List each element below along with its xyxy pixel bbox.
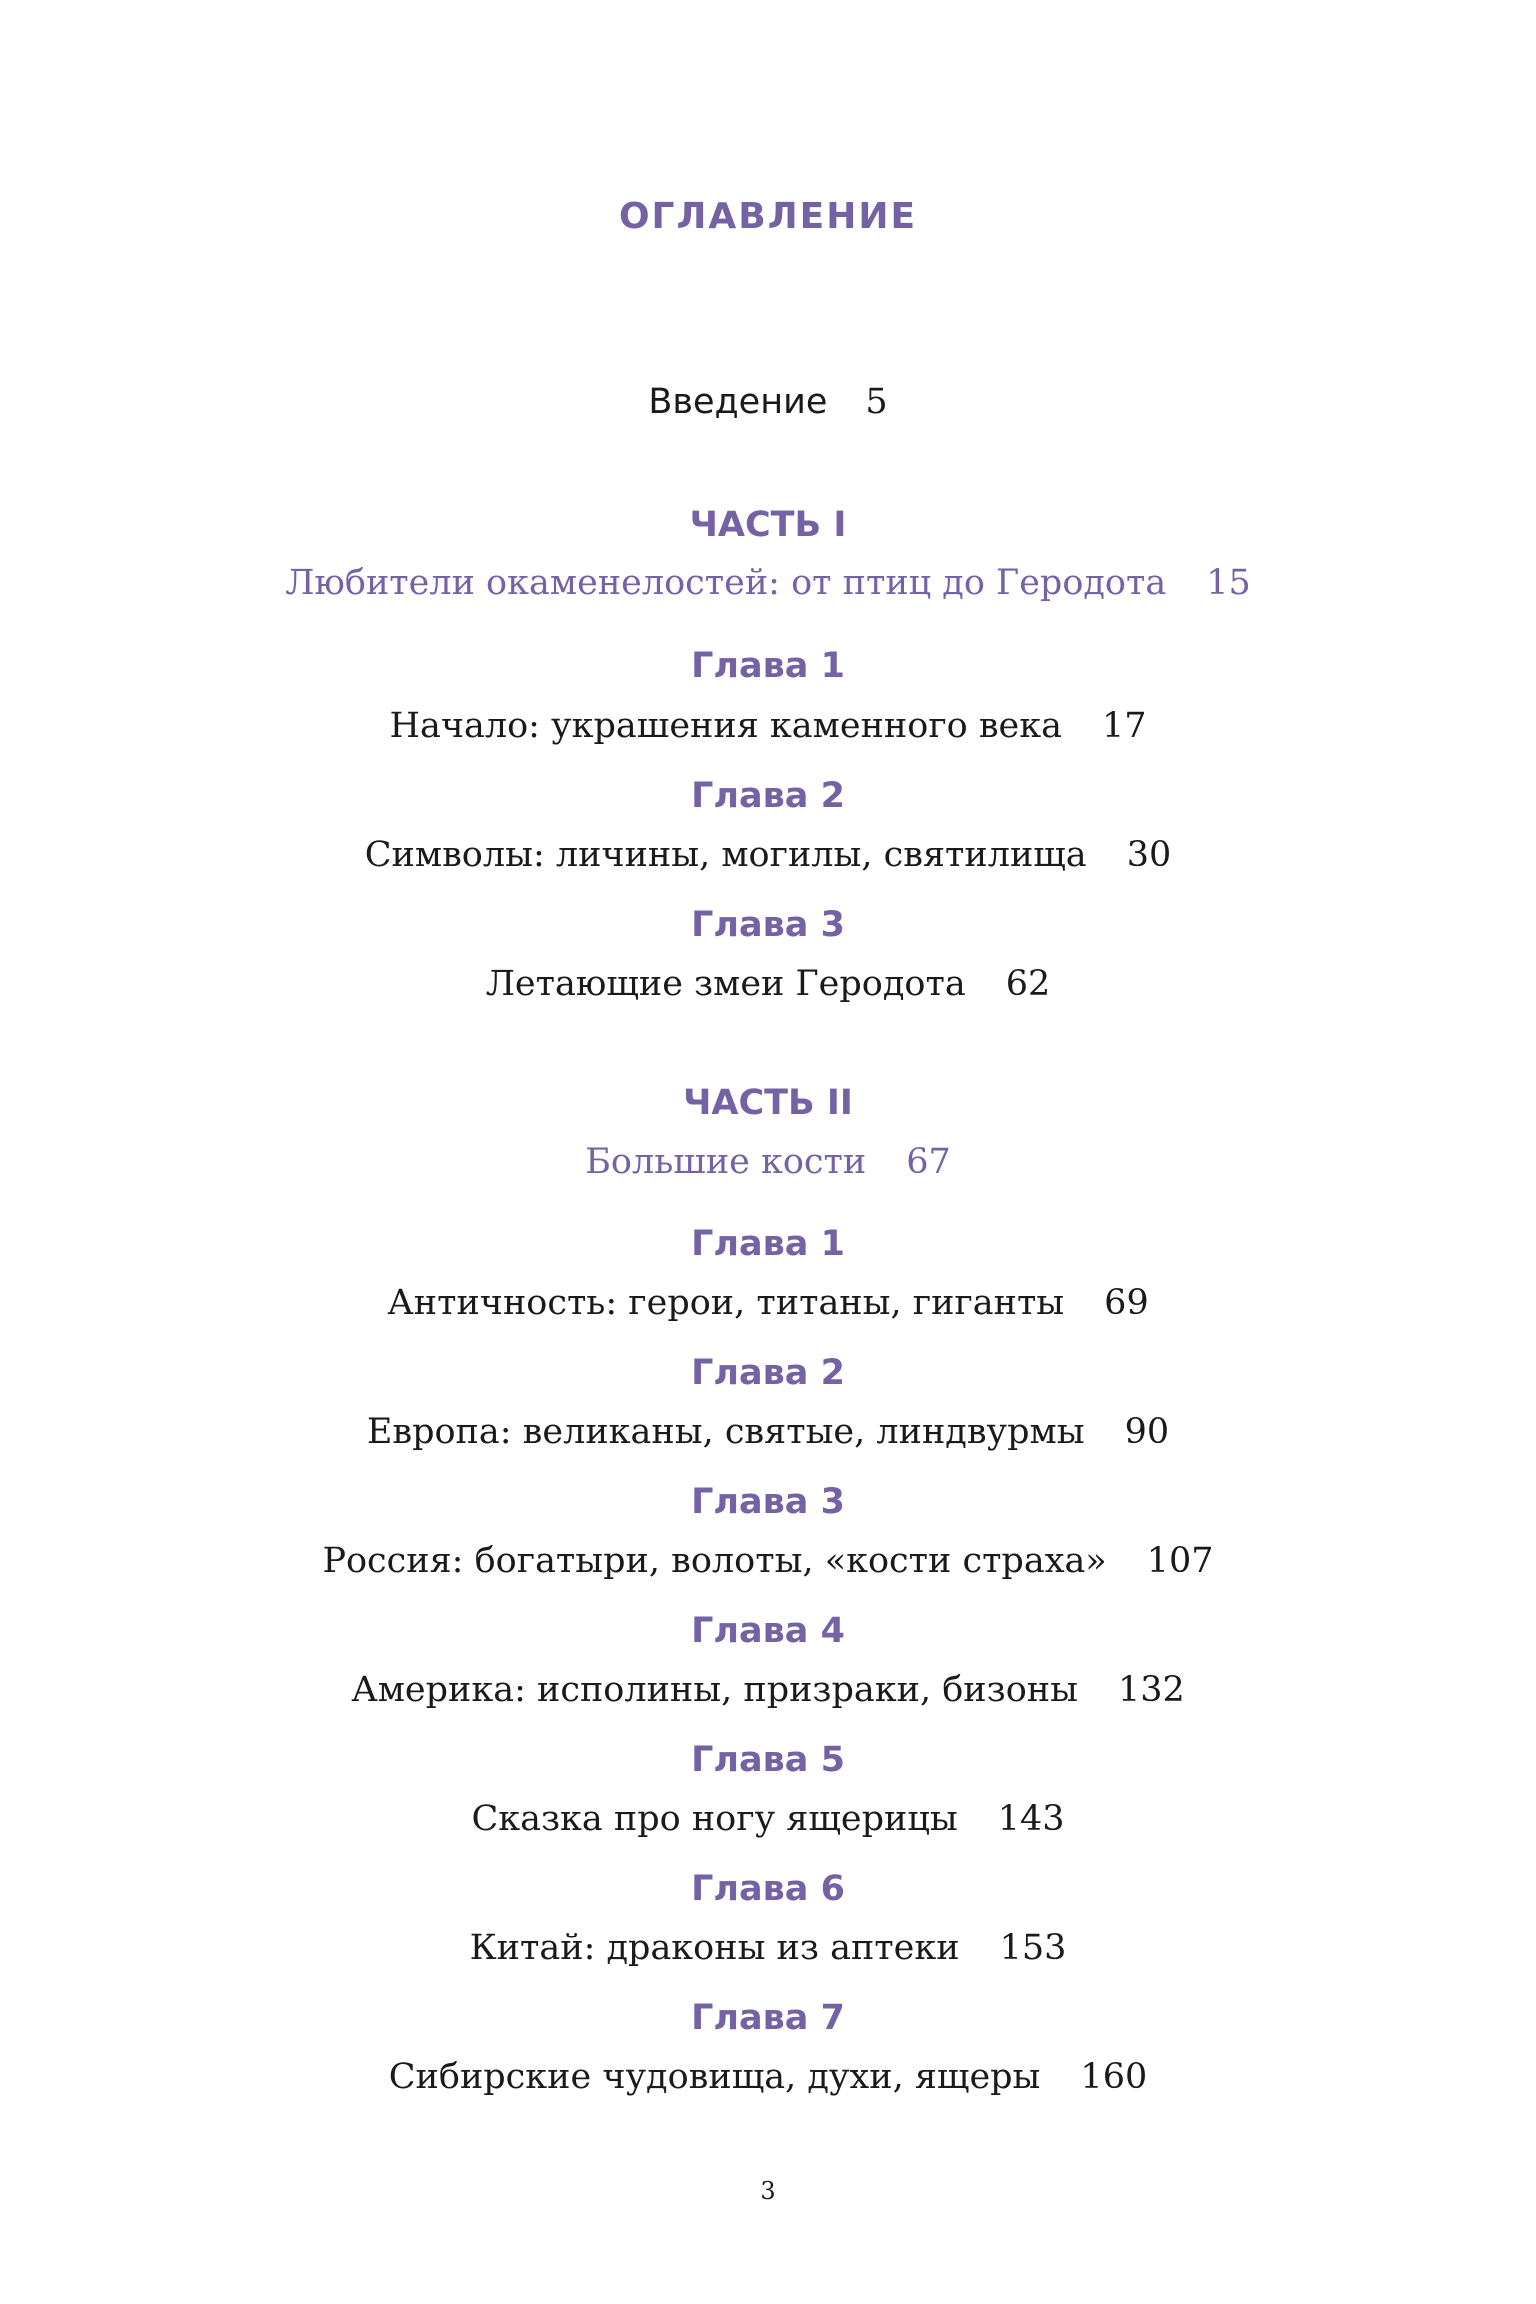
- entry-title: Сибирские чудовища, духи, ящеры: [388, 2057, 1041, 2097]
- chapter-label: Глава 5: [691, 1740, 845, 1780]
- entry-page: 153: [999, 1928, 1067, 1968]
- chapter-label: Глава 1: [691, 646, 845, 686]
- entry-page: 15: [1206, 563, 1251, 603]
- entry-title: Введение: [648, 382, 828, 422]
- entry-title: Большие кости: [585, 1142, 867, 1182]
- entry-page: 90: [1124, 1412, 1170, 1452]
- toc-entry-introduction: [0, 382, 1536, 422]
- toc-entry-chapter: [0, 1541, 1536, 1581]
- part-label: ЧАСТЬ I: [689, 505, 847, 545]
- entry-page: 160: [1080, 2057, 1148, 2097]
- page-number: 3: [760, 2177, 776, 2205]
- entry-page: 67: [906, 1142, 951, 1182]
- entry-page: 132: [1117, 1670, 1185, 1710]
- entry-page: 5: [865, 382, 888, 422]
- chapter-label: Глава 7: [691, 1998, 845, 2038]
- entry-title: Америка: исполины, призраки, бизоны: [351, 1670, 1078, 1710]
- entry-page: 143: [997, 1799, 1065, 1839]
- chapter-label: Глава 2: [691, 1353, 845, 1393]
- toc-entry-chapter: [0, 706, 1536, 746]
- entry-title: Китай: драконы из аптеки: [469, 1928, 960, 1968]
- entry-title: Европа: великаны, святые, линдвурмы: [366, 1412, 1085, 1452]
- entry-title: Сказка про ногу ящерицы: [471, 1799, 958, 1839]
- toc-entry-chapter: [0, 2057, 1536, 2097]
- toc-entry-chapter: [0, 964, 1536, 1004]
- toc-entry-chapter: [0, 835, 1536, 875]
- entry-page: 69: [1104, 1283, 1149, 1323]
- entry-title: Летающие змеи Геродота: [485, 964, 966, 1004]
- chapter-label: Глава 2: [691, 776, 845, 816]
- toc-entry-chapter: [0, 1928, 1536, 1968]
- entry-title: Россия: богатыри, волоты, «кости страха»: [322, 1541, 1107, 1581]
- entry-page: 107: [1146, 1541, 1214, 1581]
- entry-title: Начало: украшения каменного века: [389, 706, 1063, 746]
- entry-page: 17: [1102, 706, 1147, 746]
- toc-entry-chapter: [0, 1412, 1536, 1452]
- toc-entry-part: [0, 1142, 1536, 1182]
- chapter-label: Глава 3: [691, 905, 845, 945]
- toc-entry-chapter: [0, 1799, 1536, 1839]
- chapter-label: Глава 4: [691, 1611, 845, 1651]
- toc-entry-chapter: [0, 1670, 1536, 1710]
- toc-heading: ОГЛАВЛЕНИЕ: [618, 196, 918, 237]
- chapter-label: Глава 3: [691, 1482, 845, 1522]
- entry-title: Античность: герои, титаны, гиганты: [387, 1283, 1065, 1323]
- entry-page: 30: [1126, 835, 1172, 875]
- toc-entry-chapter: [0, 1283, 1536, 1323]
- entry-page: 62: [1005, 964, 1051, 1004]
- toc-entry-part: [0, 563, 1536, 603]
- entry-title: Символы: личины, могилы, святилища: [364, 835, 1087, 875]
- chapter-label: Глава 1: [691, 1224, 845, 1264]
- entry-title: Любители окаменелостей: от птиц до Геродота: [285, 563, 1167, 603]
- chapter-label: Глава 6: [691, 1869, 845, 1909]
- part-label: ЧАСТЬ II: [683, 1083, 853, 1123]
